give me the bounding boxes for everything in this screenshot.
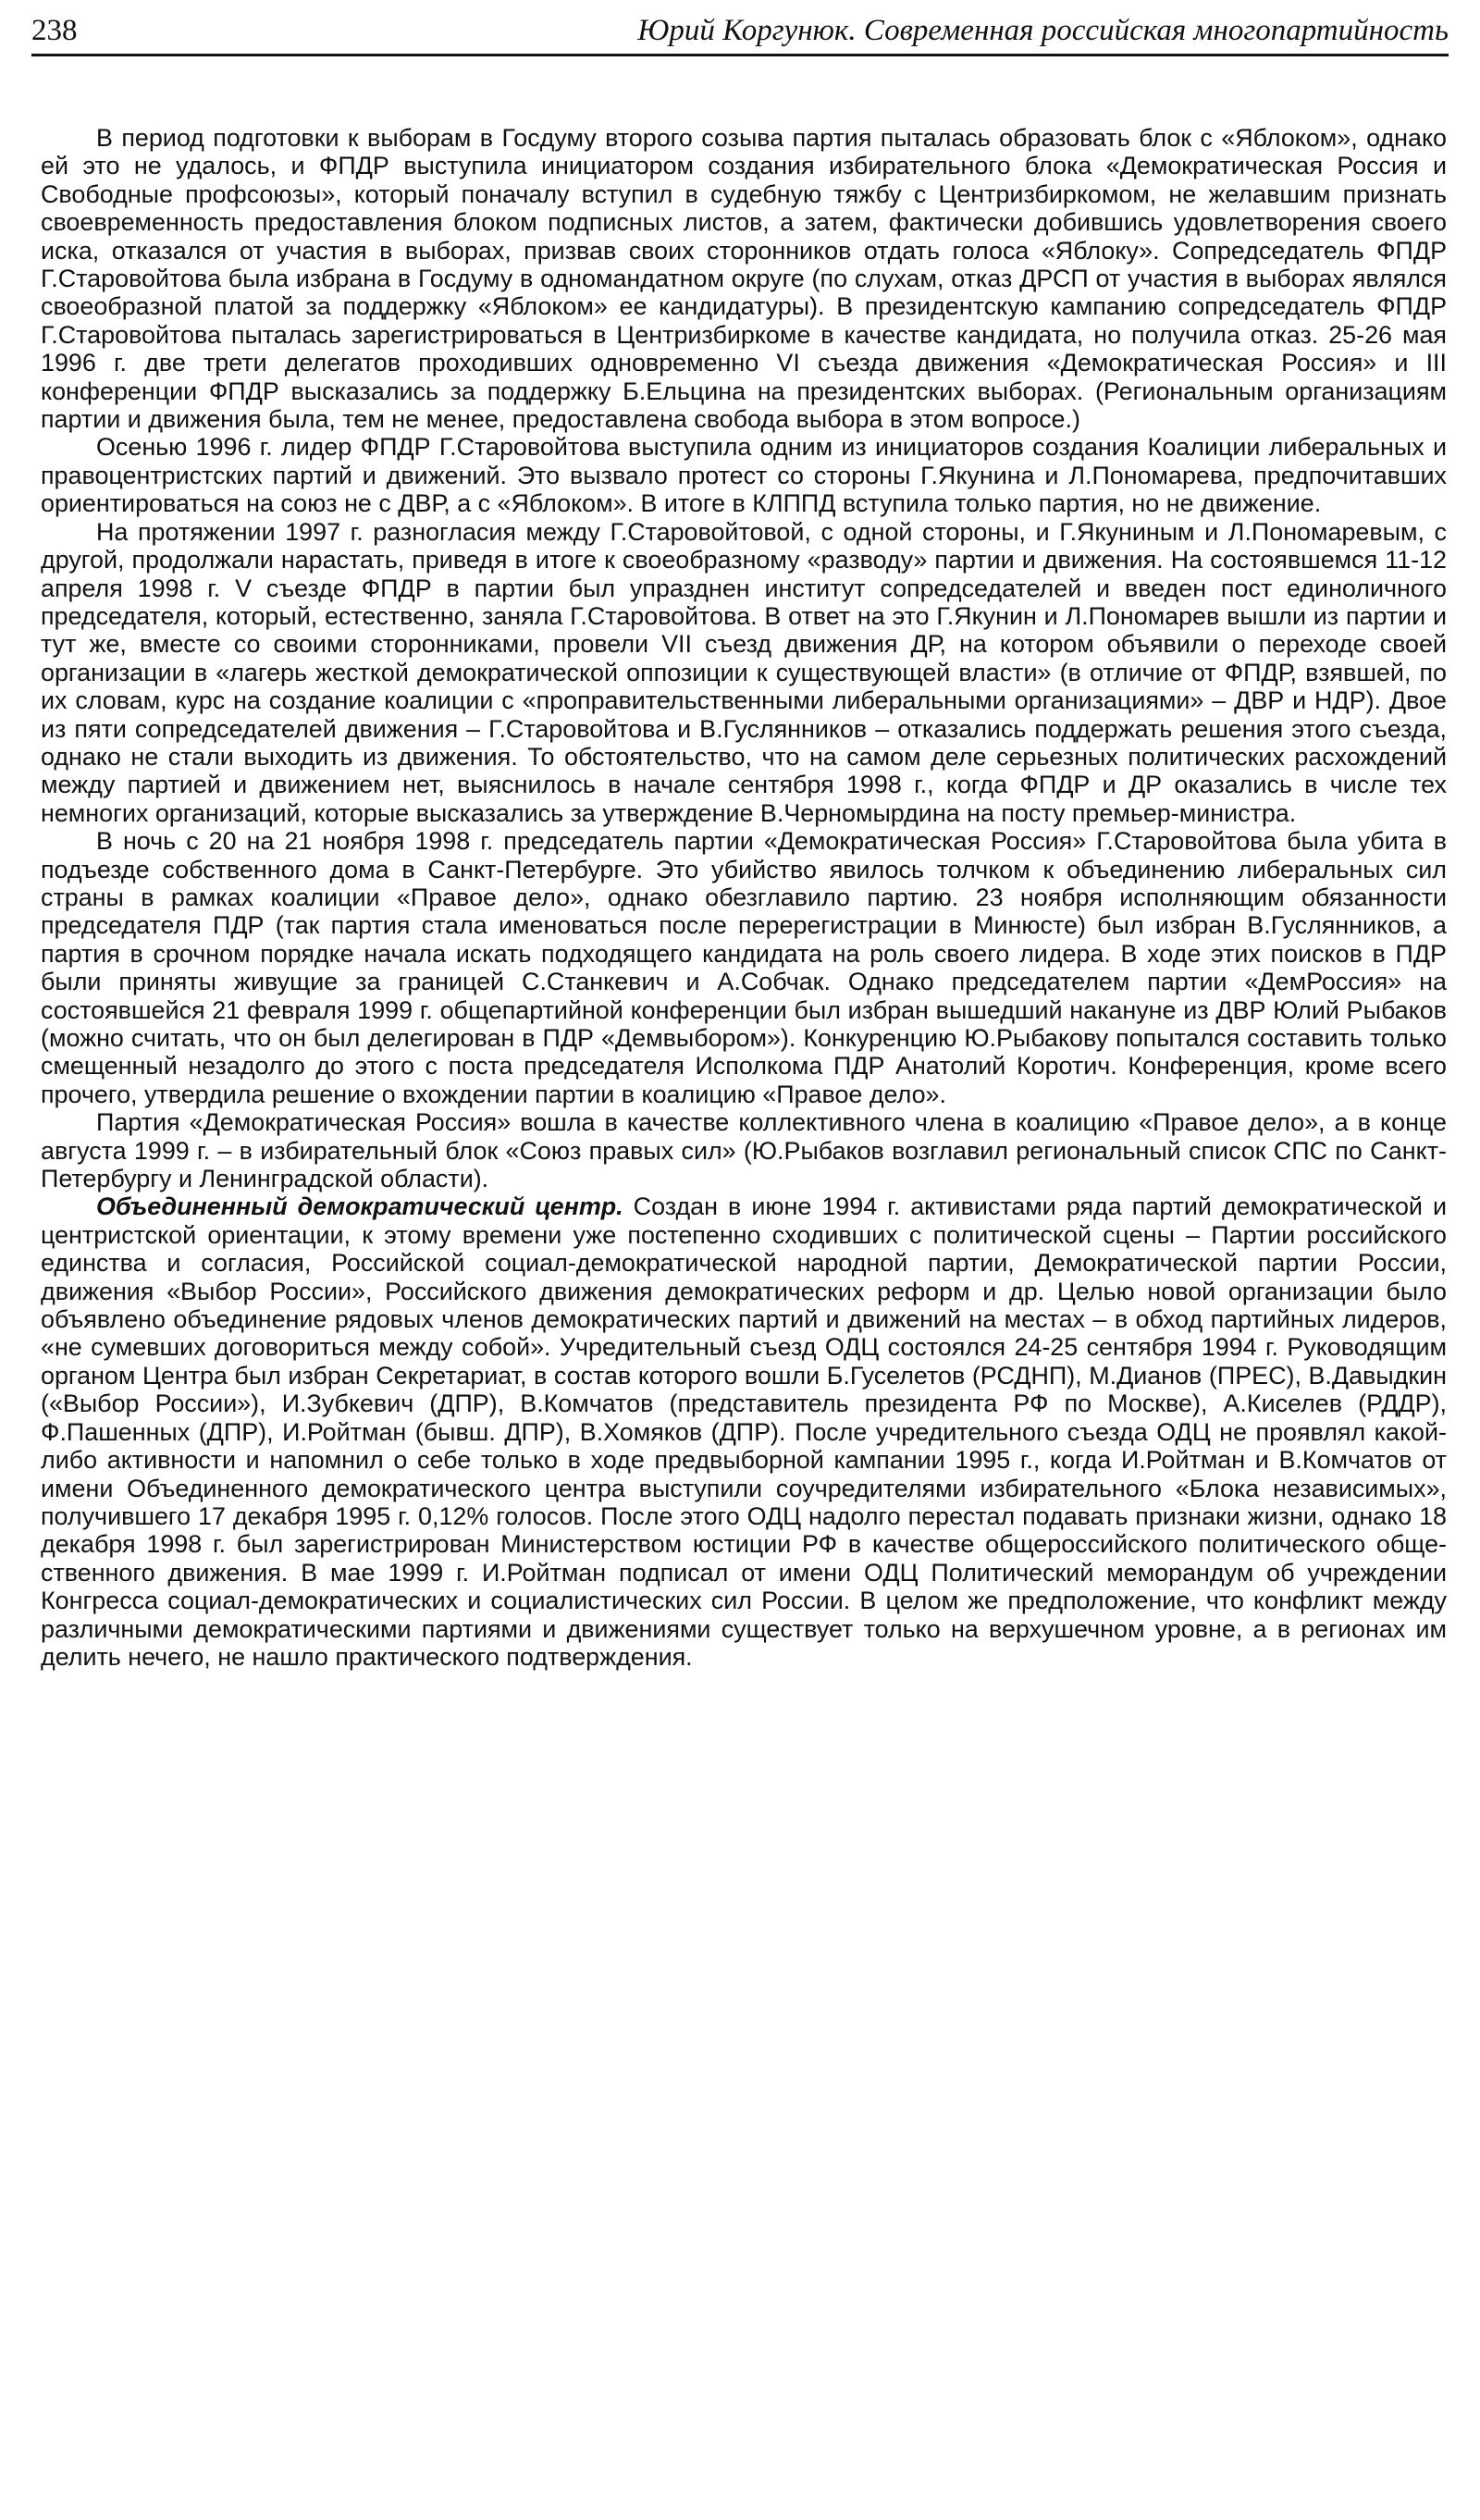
page-number: 238 <box>31 14 78 47</box>
paragraph-1: В период подготовки к выборам в Госдуму второго созыва партия пыталась образовать блок с «Яблоком», однако ей это не удалось, и ФПДР выступила инициатором создания избирательного блока «Демократическая Россия и Свободные профсоюзы», который поначалу вступил в судебную тяжбу с Центризбиркомом, не желавшим признать своевременность предоставления блоком подписных листов, а затем, фактически добившись удовлетворения своего иска, отказался от участия в выборах, призвав своих сторонников отдать голоса «Яблоку». Сопредседатель ФПДР Г.Старовойтова была избрана в Госдуму в одномандатном округе (по слухам, отказ ДРСП от участия в выборах являлся своеобразной платой за поддержку «Яблоком» ее кандидатуры). В президентскую кампанию сопредседатель ФПДР Г.Старовойтова пыталась зарегистрироваться в Центризбиркоме в качестве кандидата, но получила отказ. 25-26 мая 1996 г. две трети делегатов проходивших одновременно VI съезда движения «Демократическая Россия» и III конференции ФПДР высказались за поддержку Б.Ельцина на президентских выборах. (Региональным организациям партии и движения была, тем не менее, предоставлена свобода выбора в этом вопросе.) <box>41 124 1447 434</box>
section-text-odc: Создан в июне 1994 г. активистами ряда партий демократической и центристской ориентации, к этому времени уже постепенно сходивших с политической сцены – Партии российского единства и согласия, Российской социал-демократической народной партии, Демократической партии России, движения «Выбор России», Российского движения демократических реформ и др. Целью новой организации было объявлено объединение рядовых членов демократических партий и движений на местах – в обход партийных лидеров, «не сумевших договориться между собой». Учредительный съезд ОДЦ состоялся 24-25 сентября 1994 г. Руководящим органом Центра был избран Секретариат, в состав которого вошли Б.Гуселетов (РСДНП), М.Дианов (ПРЕС), В.Давыдкин («Выбор России»), И.Зубкевич (ДПР), В.Комчатов (представитель президента РФ по Москве), А.Киселев (РДДР), Ф.Пашенных (ДПР), И.Ройтман (бывш. ДПР), В.Хомяков (ДПР). После учредительного съезда ОДЦ не проявлял какой-либо активности и напомнил о себе только в ходе предвыборной кампании 1995 г., когда И.Ройтман и В.Комчатов от имени Объединенного демократического центра выступили соучредителями избирательного «Блока независимых», получившего 17 декабря 1995 г. 0,12% голосов. После этого ОДЦ надолго перестал подавать признаки жизни, однако 18 декабря 1998 г. был зарегистрирован Министерством юстиции РФ в качестве общероссийского политического общественного движения. В мае 1999 г. И.Ройтман подписал от имени ОДЦ Политический меморандум об учреждении Конгресса социал-демократических и социалистических сил России. В целом же предположение, что конфликт между различными демократическими партиями и движениями существует только на верхушечном уровне, а в регионах им делить нечего, не нашло практического подтверждения. <box>41 1192 1447 1671</box>
paragraph-5: Партия «Демократическая Россия» вошла в качестве коллективного члена в коалицию «Правое дело», а в конце августа 1999 г. – в избирательный блок «Союз правых сил» (Ю.Рыбаков возглавил региональный список СПС по Санкт-Петербургу и Ленинградской области). <box>41 1108 1447 1193</box>
section-heading-odc: Объединенный демократический центр. <box>96 1192 623 1221</box>
running-header <box>31 7 1449 56</box>
body-text <box>41 124 1447 1671</box>
paragraph-3: На протяжении 1997 г. разногласия между Г.Старовойтовой, с одной стороны, и Г.Якуниным и Л.Пономаревым, с другой, продолжали нарастать, приведя в итоге к своеобразному «разводу» партии и движения. На состоявшемся 11-12 апреля 1998 г. V съезде ФПДР в партии был упразднен институт сопредседателей и введен пост единоличного председателя, который, естественно, заняла Г.Старовойтова. В ответ на это Г.Якунин и Л.Пономарев вышли из партии и тут же, вместе со своими сторонниками, провели VII съезд движения ДР, на котором объявили о переходе своей организации в «лагерь жесткой демократической оппозиции к существующей власти» (в отличие от ФПДР, взявшей, по их словам, курс на создание коалиции с «проправительственными либеральными организациями» – ДВР и НДР). Двое из пяти сопредседателей движения – Г.Старовойтова и В.Гуслянников – отказались поддержать решения этого съезда, однако не стали выходить из движения. То обстоятельство, что на самом деле серьезных политических расхождений между партией и движением нет, выяснилось в начале сентября 1998 г., когда ФПДР и ДР оказались в числе тех немногих организаций, которые высказались за утверждение В.Черномырдина на посту премьер-министра. <box>41 517 1447 827</box>
running-title: Юрий Коргунюк. Современная российская многопартийность <box>637 14 1449 47</box>
document-page <box>31 0 1449 2520</box>
paragraph-2: Осенью 1996 г. лидер ФПДР Г.Старовойтова выступила одним из инициаторов создания Коалиции либеральных и правоцентристских партий и движений. Это вызвало протест со стороны Г.Якунина и Л.Пономарева, предпочитавших ориентироваться на союз не с ДВР, а с «Яблоком». В итоге в КЛППД вступила только партия, но не движение. <box>41 433 1447 518</box>
paragraph-4: В ночь с 20 на 21 ноября 1998 г. председатель партии «Демократическая Россия» Г.Старовойтова была убита в подъезде собственного дома в Санкт-Петербурге. Это убийство явилось толчком к объединению либеральных сил страны в рамках коалиции «Правое дело», однако обезглавило партию. 23 ноября исполняющим обязанности председателя ПДР (так партия стала именоваться после перерегистрации в Минюсте) был избран В.Гуслянников, а партия в срочном порядке начала искать подходящего кандидата на роль своего лидера. В ходе этих поисков в ПДР были приняты живущие за границей С.Станкевич и А.Собчак. Однако председателем партии «ДемРоссия» на состоявшейся 21 февраля 1999 г. общепартийной конференции был избран вышедший накануне из ДВР Юлий Рыбаков (можно считать, что он был делегирован в ПДР «Демвыбором»). Конкуренцию Ю.Рыбакову попытался составить только смещенный незадолго до этого с поста председателя Исполкома ПДР Анатолий Коротич. Конференция, кроме всего прочего, утвердила решение о вхождении партии в коалицию «Правое дело». <box>41 827 1447 1108</box>
paragraph-odc <box>41 1192 1447 1671</box>
